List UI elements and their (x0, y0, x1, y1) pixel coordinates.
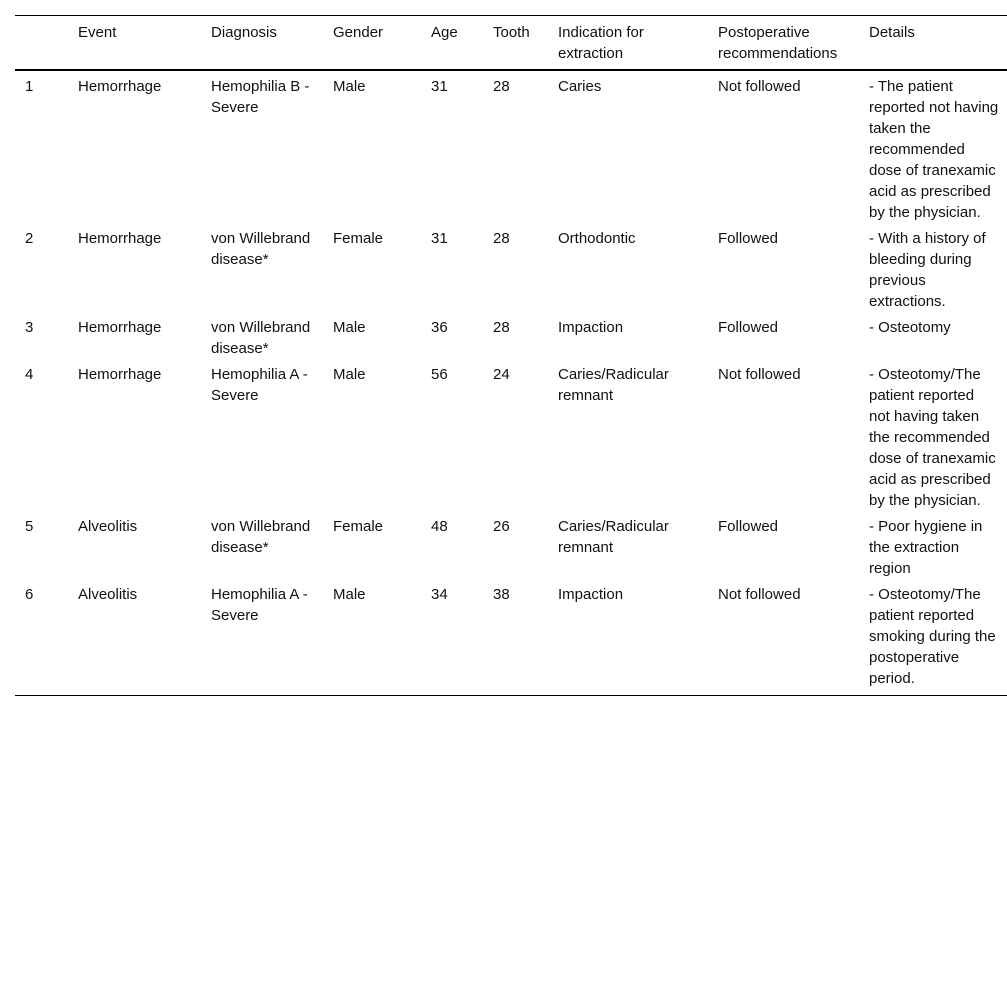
header-indication: Indication for extraction (558, 24, 644, 62)
cell-diagnosis: Hemophilia B - Severe (211, 78, 310, 116)
cell-event: Hemorrhage (78, 78, 162, 95)
header-event: Event (78, 24, 117, 41)
header-tooth: Tooth (493, 24, 530, 41)
cell-gender: Male (333, 586, 366, 603)
cell-age: 48 (431, 518, 448, 535)
cell-age: 56 (431, 366, 448, 383)
cell-age: 31 (431, 230, 448, 247)
cell-postoperative: Followed (718, 518, 779, 535)
cell-event: Hemorrhage (78, 366, 162, 383)
cell-postoperative: Not followed (718, 366, 801, 383)
cell-postoperative: Followed (718, 319, 779, 336)
cell-tooth: 28 (493, 78, 510, 95)
cell-indication: Impaction (558, 319, 624, 336)
cell-gender: Female (333, 230, 384, 247)
table-row (15, 312, 1007, 359)
cell-postoperative: Followed (718, 230, 779, 247)
cell-postoperative: Not followed (718, 78, 801, 95)
cell-event: Hemorrhage (78, 319, 162, 336)
cell-tooth: 26 (493, 518, 510, 535)
cell-tooth: 28 (493, 230, 510, 247)
cell-diagnosis: von Willebrand disease* (211, 319, 311, 357)
cell-diagnosis: Hemophilia A - Severe (211, 586, 308, 624)
table-row (15, 511, 1007, 579)
cell-tooth: 24 (493, 366, 510, 383)
header-details: Details (869, 24, 915, 41)
cell-tooth: 38 (493, 586, 510, 603)
cell-details: - Osteotomy (869, 319, 951, 336)
cell-indication: Caries (558, 78, 602, 95)
cell-indication: Impaction (558, 586, 624, 603)
cell-gender: Male (333, 366, 366, 383)
table-header-row (15, 16, 1007, 71)
cell-gender: Female (333, 518, 384, 535)
header-postoperative: Postoperative recommendations (718, 24, 838, 62)
complications-table (15, 15, 1007, 696)
cell-postoperative: Not followed (718, 586, 801, 603)
table-row (15, 579, 1007, 696)
cell-diagnosis: von Willebrand disease* (211, 518, 311, 556)
cell-gender: Male (333, 319, 366, 336)
cell-number: 1 (25, 78, 34, 95)
cell-diagnosis: Hemophilia A - Severe (211, 366, 308, 404)
cell-age: 36 (431, 319, 448, 336)
table-row (15, 70, 1007, 223)
cell-event: Alveolitis (78, 518, 138, 535)
cell-age: 34 (431, 586, 448, 603)
cell-indication: Caries/Radicular remnant (558, 366, 669, 404)
cell-indication: Orthodontic (558, 230, 636, 247)
table-container (15, 15, 1007, 696)
table-row (15, 223, 1007, 312)
cell-event: Alveolitis (78, 586, 138, 603)
cell-gender: Male (333, 78, 366, 95)
header-diagnosis: Diagnosis (211, 24, 277, 41)
cell-diagnosis: von Willebrand disease* (211, 230, 311, 268)
table-row (15, 359, 1007, 511)
cell-details: - The patient reported not having taken the recommended dose of tranexamic acid as prescribed by the physician. (869, 78, 999, 221)
cell-event: Hemorrhage (78, 230, 162, 247)
cell-indication: Caries/Radicular remnant (558, 518, 669, 556)
cell-details: - Osteotomy/The patient reported not having taken the recommended dose of tranexamic acid as prescribed by the physician. (869, 366, 996, 509)
cell-number: 5 (25, 518, 34, 535)
cell-number: 3 (25, 319, 34, 336)
header-gender: Gender (333, 24, 384, 41)
cell-number: 2 (25, 230, 34, 247)
cell-details: - Osteotomy/The patient reported smoking during the postoperative period. (869, 586, 996, 687)
header-age: Age (431, 24, 458, 41)
cell-details: - Poor hygiene in the extraction region (869, 518, 983, 577)
cell-tooth: 28 (493, 319, 510, 336)
header-number (15, 16, 68, 71)
cell-details: - With a history of bleeding during previous extractions. (869, 230, 986, 310)
cell-number: 4 (25, 366, 34, 383)
cell-number: 6 (25, 586, 34, 603)
cell-age: 31 (431, 78, 448, 95)
